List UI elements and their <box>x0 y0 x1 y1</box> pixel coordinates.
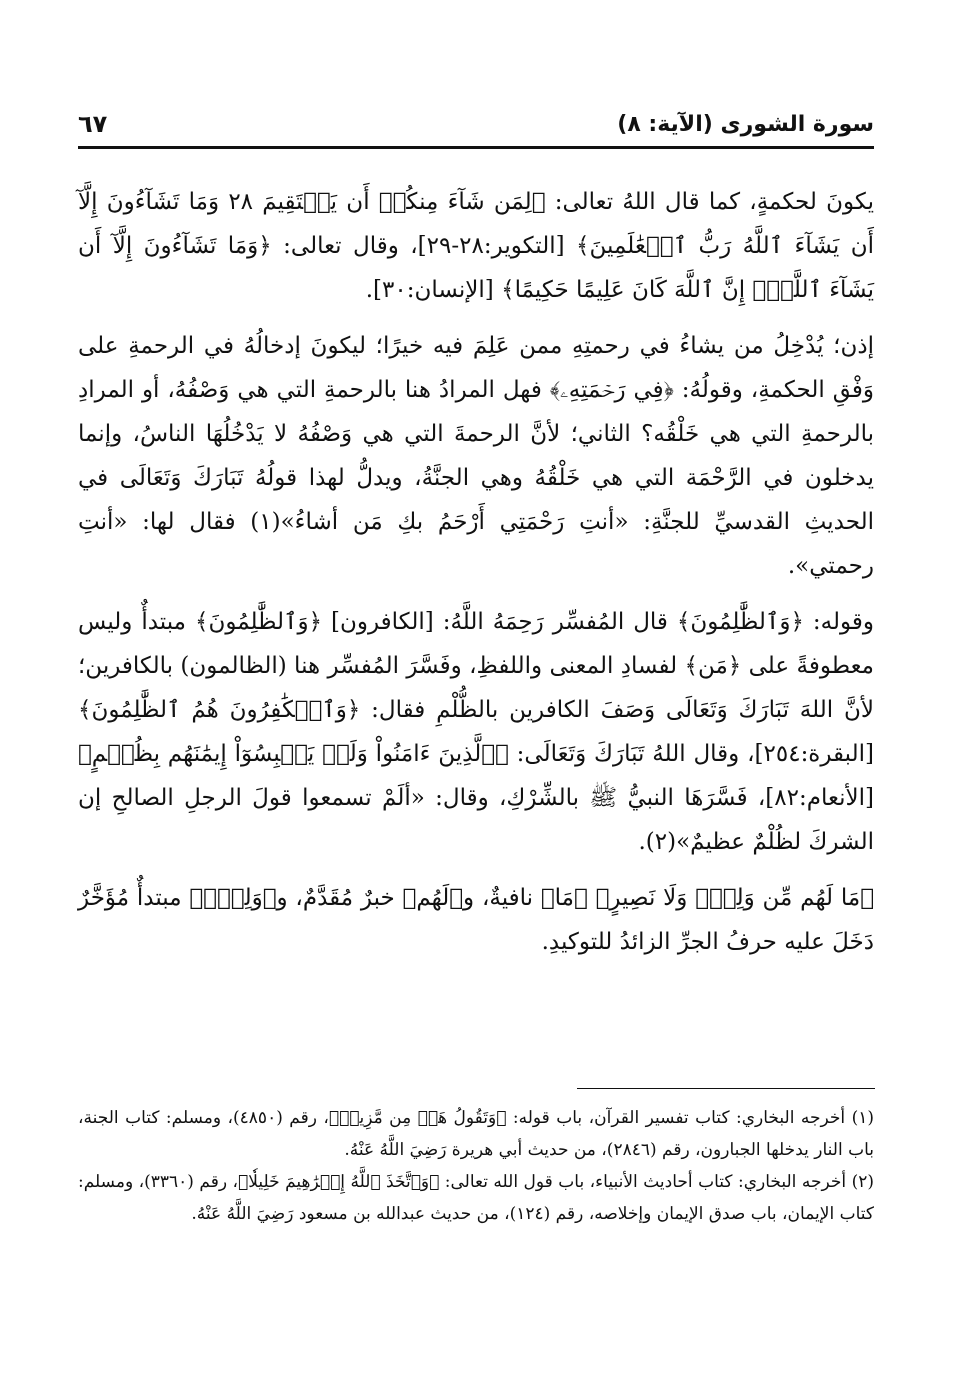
main-text <box>78 180 874 964</box>
running-title: سورة الشورى (الآية: ٨) <box>617 112 874 137</box>
page-number: ٦٧ <box>78 110 108 138</box>
header-divider <box>78 146 874 149</box>
footnote-divider <box>577 1088 875 1089</box>
paragraph-1: يكونَ لحكمةٍ، كما قال اللهُ تعالى: ﴿لِمَن شَآءَ مِنكُمۡ أَن يَسۡتَقِيمَ ٢٨ وَمَا تَشَآءُونَ إِلَّآ أَن يَشَآءَ ٱللَّهُ رَبُّ ٱلۡعَٰلَمِينَ﴾ [التكوير:٢٨-٢٩]، وقال تعالى: ﴿وَمَا تَشَآءُونَ إِلَّآ أَن يَشَآءَ ٱللَّهُۚ إِنَّ ٱللَّهَ كَانَ عَلِيمًا حَكِيمًا﴾ [الإنسان:٣٠]. <box>78 189 874 303</box>
footnote-1: (١) أخرجه البخاري: كتاب تفسير القرآن، باب قوله: ﴿وَتَقُولُ هَلۡ مِن مَّزِيدٖ﴾، رقم (٤٨٥٠)، ومسلم: كتاب الجنة، باب النار يدخلها الجبارون، رقم (٢٨٤٦)، من حديث أبي هريرة رَضِيَ اللَّهُ عَنْهُ. <box>78 1108 874 1160</box>
footnote-2: (٢) أخرجه البخاري: كتاب أحاديث الأنبياء، باب قول الله تعالى: ﴿وَٱتَّخَذَ ٱللَّهُ إِبۡرَٰهِيمَ خَلِيلٗا﴾، رقم (٣٣٦٠)، ومسلم: كتاب الإيمان، باب صدق الإيمان وإخلاصه، رقم (١٢٤)، من حديث عبدالله بن مسعود رَضِيَ اللَّهُ عَنْهُ. <box>78 1172 874 1224</box>
paragraph-2: إذن؛ يُدْخِلُ من يشاءُ في رحمتِهِ ممن عَلِمَ فيه خيرًا؛ ليكونَ إدخالُهُ في الرحمةِ على وَفْقِ الحكمةِ، وقولُهُ: ﴿فِي رَحۡمَتِهِۦ﴾ فهل المرادُ هنا بالرحمةِ التي هي وَصْفُهُ، أو المرادِ بالرحمةِ التي هي خَلْقُه؟ الثاني؛ لأنَّ الرحمةَ التي هي وَصْفُهُ لا يَدْخُلُهَا الناسُ، وإنما يدخلون في الرَّحْمَة التي هي خَلْقُهُ وهي الجنَّةُ، ويدلُّ لهذا قولُهُ تَبَارَكَ وَتَعَالَى في الحديثِ القدسيِّ للجنَّةِ: «أنتِ رَحْمَتِي أَرْحَمُ بكِ مَن أشاءُ»(١) فقال لها: «أنتِ رحمتي». <box>78 333 874 579</box>
paragraph-3: وقوله: ﴿وَٱلظَّٰلِمُونَ﴾ قال المُفسِّر رَحِمَهُ اللَّهُ: [الكافرون] ﴿وَٱلظَّٰلِمُونَ﴾ مبتدأٌ وليس معطوفةً على ﴿مَن﴾ لفسادِ المعنى واللفظِ، وفَسَّرَ المُفسِّر هنا (الظالمون) بالكافرين؛ لأنَّ اللهَ تَبَارَكَ وَتَعَالَى وَصَفَ الكافرين بالظُّلْمِ فقال: ﴿وَٱلۡكَٰفِرُونَ هُمُ ٱلظَّٰلِمُونَ﴾ [البقرة:٢٥٤]، وقال اللهُ تَبَارَكَ وَتَعَالَى: ﴿ٱلَّذِينَ ءَامَنُواْ وَلَمۡ يَلۡبِسُوٓاْ إِيمَٰنَهُم بِظُلۡمٍ﴾ [الأنعام:٨٢]، فَسَّرَهَا النبيُّ ﷺ بالشِّرْكِ، وقال: «ألَمْ تسمعوا قولَ الرجلِ الصالحِ إن الشركَ لظُلْمٌ عظيمٌ»(٢). <box>78 609 874 855</box>
footnotes <box>78 1102 874 1230</box>
paragraph-4: ﴿مَا لَهُم مِّن وَلِيّٖ وَلَا نَصِيرٍ﴾ ﴿مَا﴾ نافيةٌ، و﴿لَهُم﴾ خبرٌ مُقَدَّمٌ، و﴿وَلِيّٖ﴾ مبتدأٌ مُؤَخَّرٌ دَخَلَ عليه حرفُ الجرِّ الزائدُ للتوكيدِ. <box>78 885 874 955</box>
page-header <box>78 106 874 148</box>
